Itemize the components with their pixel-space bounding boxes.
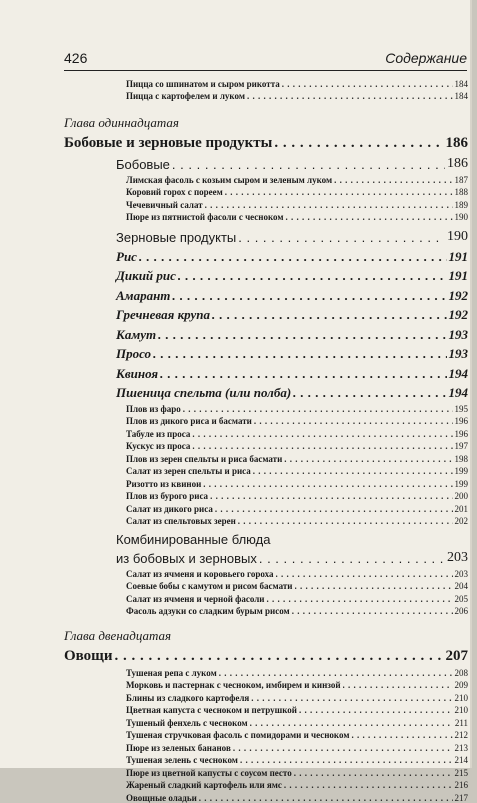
chapter-title: Бобовые и зерновые продукты . . . 186	[64, 132, 468, 152]
toc-entry: Жареный сладкий картофель или ямс . . . 216	[64, 778, 468, 791]
toc-entry: Морковь и пастернак с чесноком, имбирем и кинзой . . . 209	[64, 678, 468, 691]
toc-entry: Плов из зерен спельты и риса басмати . . . 198	[64, 451, 468, 464]
chapter-label: Глава двенадцатая	[64, 628, 172, 643]
section-title: Бобовые . . . 186	[64, 152, 468, 172]
table-of-contents	[64, 76, 468, 803]
header-rule	[64, 70, 467, 71]
toc-entry: Плов из дикого риса и басмати . . . 196	[64, 414, 468, 427]
section-title: Зерновые продукты . . . 190	[64, 225, 468, 245]
subsection-title: Амарант . . . 192	[64, 284, 468, 304]
toc-entry: Салат из спельтовых зерен . . . 202	[64, 514, 468, 527]
toc-entry: Цветная капуста с чесноком и петрушкой . . . 210	[64, 703, 468, 716]
toc-entry: Салат из дикого риса . . . 201	[64, 501, 468, 514]
toc-entry: Кускус из проса . . . 197	[64, 439, 468, 452]
toc-entry: Пицца со шпинатом и сыром рикотта . . . 184	[64, 76, 468, 89]
toc-entry: Тушеный фенхель с чесноком . . . 211	[64, 715, 468, 728]
subsection-title: Просо . . . 193	[64, 343, 468, 363]
subsection-title: Дикий рис . . . 191	[64, 265, 468, 285]
toc-entry: Пюре из цветной капусты с соусом песто . . . 215	[64, 765, 468, 778]
toc-entry: Тушеная стручковая фасоль с помидорами и чесноком . . . 212	[64, 728, 468, 741]
toc-entry: Табуле из проса . . . 196	[64, 426, 468, 439]
toc-entry: Соевые бобы с камутом и рисом басмати . . . 204	[64, 579, 468, 592]
page-header	[64, 50, 467, 70]
toc-entry: Пюре из зеленых бананов . . . 213	[64, 740, 468, 753]
subsection-title: Рис . . . 191	[64, 245, 468, 265]
subsection-title: Камут . . . 193	[64, 323, 468, 343]
chapter-label: Глава одиннадцатая	[64, 115, 179, 130]
toc-entry: Салат из ячменя и коровьего гороха . . . 203	[64, 566, 468, 579]
toc-entry: Овощные оладьи . . . 217	[64, 790, 468, 803]
subsection-title: Квиноя . . . 194	[64, 362, 468, 382]
toc-entry: Лимская фасоль с козьим сыром и зеленым луком . . . 187	[64, 172, 468, 185]
page-number: 426	[64, 50, 88, 66]
toc-entry: Тушеная зелень с чесноком . . . 214	[64, 753, 468, 766]
toc-entry: Салат из ячменя и черной фасоли . . . 205	[64, 591, 468, 604]
toc-entry: Блины из сладкого картофеля . . . 210	[64, 690, 468, 703]
toc-entry: Фасоль адзуки со сладким бурым рисом . . . 206	[64, 604, 468, 617]
subsection-title: Пшеница спельта (или полба) . . . 194	[64, 382, 468, 402]
toc-entry: Ризотто из квинои . . . 199	[64, 476, 468, 489]
toc-entry: Тушеная репа с луком . . . 208	[64, 665, 468, 678]
toc-entry: Коровий горох с пореем . . . 188	[64, 185, 468, 198]
toc-entry: Салат из зерен спельты и риса . . . 199	[64, 464, 468, 477]
toc-entry: Плов из фаро . . . 195	[64, 401, 468, 414]
toc-entry: Чечевичный салат . . . 189	[64, 197, 468, 210]
toc-entry: Пицца с картофелем и луком . . . 184	[64, 89, 468, 102]
running-title: Содержание	[385, 50, 467, 66]
subsection-title: Гречневая крупа . . . 192	[64, 304, 468, 324]
toc-entry: Плов из бурого риса . . . 200	[64, 489, 468, 502]
section-title: Комбинированные блюда из бобовых и зерновых . . . 203	[64, 526, 468, 566]
toc-entry: Пюре из пятнистой фасоли с чесноком . . . 190	[64, 210, 468, 223]
chapter-title: Овощи . . . 207	[64, 645, 468, 665]
